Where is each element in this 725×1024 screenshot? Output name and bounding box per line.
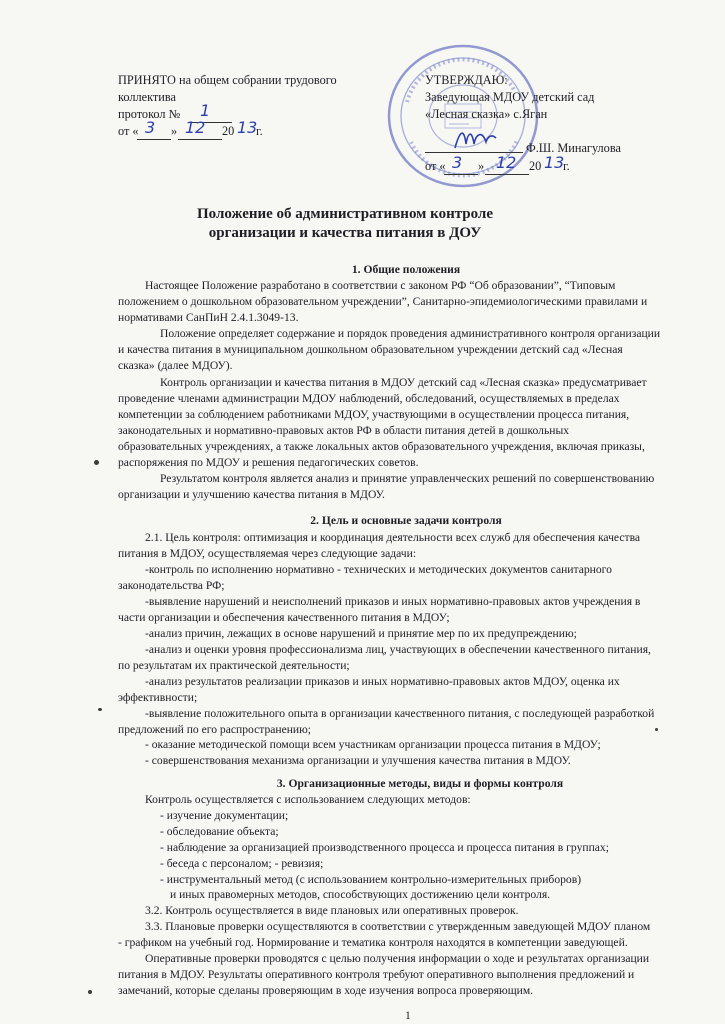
body-line: образовательных учреждениях, а также локальных актов образовательного учреждения, включая приказы, (118, 440, 645, 453)
section-3-heading: 3. Организационные методы, виды и формы контроля (276, 777, 564, 790)
right-month-handwritten: 12 (496, 153, 517, 172)
body-line: -анализ и оценки уровня профессионализма лиц, участвующих в обеспечении качественного питания, (145, 643, 651, 656)
body-line: Положение определяет содержание и порядок проведения административного контроля организации (160, 327, 661, 340)
accepted-line: ПРИНЯТО на общем собрании трудового (118, 73, 337, 87)
body-line: -контроль по исполнению нормативно - технических и методических документов санитарного (145, 563, 612, 576)
left-date-mid: » (171, 124, 178, 138)
left-day-underline (137, 139, 171, 140)
body-line: предложений по его распространению; (118, 723, 312, 736)
right-year-prefix: 20 (529, 159, 542, 173)
body-line: Контроль осуществляется с использованием следующих методов: (145, 793, 471, 806)
section-2-heading: 2. Цель и основные задачи контроля (310, 514, 502, 527)
body-line: по результатам их практической деятельности; (118, 659, 350, 672)
body-line: нормативами СанПиН 2.4.1.3049-13. (118, 311, 299, 324)
head-title-line: Заведующая МДОУ детский сад (425, 90, 595, 104)
body-line: Оперативные проверки проводятся с целью получения информации о ходе и результатах организации (145, 952, 650, 965)
body-line: распоряжения по МДОУ и решения педагогических советов. (118, 456, 419, 469)
body-line: и качества питания в муниципальном дошкольном образовательном учреждении детский сад «Лесная (118, 343, 623, 356)
left-day-handwritten: 3 (145, 118, 156, 137)
body-line: положением о дошкольном образовательном учреждении”, Санитарно-эпидемиологическими правилами и (118, 295, 648, 308)
body-line: - совершенствования механизма организации и улучшения качества питания в МДОУ. (145, 754, 571, 767)
body-line: законодательных и нормативно-правовых актов РФ в области питания детей в дошкольных (118, 424, 570, 437)
body-line: Настоящее Положение разработано в соответствии с законом РФ “Об образовании”, “Типовым (145, 279, 616, 292)
body-line: - беседа с персоналом; - ревизия; (160, 857, 324, 870)
section-1-heading: 1. Общие положения (351, 263, 461, 276)
body-line: 3.2. Контроль осуществляется в виде плановых или оперативных проверок. (145, 904, 519, 917)
collective-line: коллектива (118, 90, 176, 104)
right-date-prefix: от « (425, 159, 446, 173)
body-line: - наблюдение за организацией производственного процесса и процесса питания в группах; (160, 841, 609, 854)
left-month-underline (178, 139, 222, 140)
body-line: -выявление нарушений и неисполнений приказов и иных нормативно-правовых актов учреждения в (145, 595, 641, 608)
body-line: - обследование объекта; (160, 825, 279, 838)
scan-speck (98, 708, 102, 711)
page-number: 1 (405, 1009, 411, 1022)
right-year-handwritten: 13 (544, 153, 565, 172)
left-year-prefix: 20 (222, 124, 235, 138)
body-line: и иных правомерных методов, способствующих достижению цели контроля. (170, 888, 551, 901)
body-line: проведение членами администрации МДОУ наблюдений, обследований, осуществляемых в пределах (118, 392, 620, 405)
signatory-name: Ф.Ш. Минагулова (526, 141, 621, 155)
right-year-suffix: г. (563, 159, 570, 173)
protocol-label: протокол № (118, 107, 181, 121)
left-year-suffix: г. (256, 124, 263, 138)
body-line: -выявление положительного опыта в организации качественного питания, с последующей разработкой (145, 707, 655, 720)
body-line: Контроль организации и качества питания в МДОУ детский сад «Лесная сказка» предусматривает (160, 376, 647, 389)
protocol-number-handwritten: 1 (200, 101, 211, 120)
scan-speck (94, 460, 99, 465)
approve-line: УТВЕРЖДАЮ: (425, 73, 508, 87)
body-line: питания в МДОУ. Результаты оперативного контроля требуют оперативного выполнения предложений и (118, 968, 635, 981)
document-title-line-2: организации и качества питания в ДОУ (208, 225, 482, 241)
body-line: 2.1. Цель контроля: оптимизация и координация деятельности всех служб для обеспечения качества (145, 531, 641, 544)
body-line: организации и улучшению качества питания в МДОУ. (118, 488, 385, 501)
body-line: сказка» (далее МДОУ). (118, 359, 233, 372)
body-line: законодательства РФ; (118, 579, 225, 592)
body-line: -анализ результатов реализации приказов и иных нормативно-правовых актов МДОУ, оценка их (145, 675, 620, 688)
left-year-handwritten: 13 (237, 118, 258, 137)
scan-speck (88, 990, 92, 994)
left-month-handwritten: 12 (185, 118, 206, 137)
body-line: - инструментальный метод (с использованием контрольно-измерительных приборов) (160, 873, 582, 886)
body-line: Результатом контроля является анализ и принятие управленческих решений по совершенствованию (160, 472, 655, 485)
right-month-underline (485, 174, 529, 175)
signature-icon (452, 124, 498, 154)
left-date-prefix: от « (118, 124, 139, 138)
body-line: - изучение документации; (160, 809, 289, 822)
body-line: - оказание методической помощи всем участникам организации процесса питания в МДОУ; (145, 738, 601, 751)
body-line: компетенции за соблюдением работниками МДОУ, участвующими в осуществлении процесса питания, (118, 408, 630, 421)
body-line: - графиком на учебный год. Нормирование и тематика контроля находятся в компетенции заведующей. (118, 936, 628, 949)
body-line: 3.3. Плановые проверки осуществляются в соответствии с утвержденным заведующей МДОУ планом (145, 920, 651, 933)
right-day-underline (444, 174, 478, 175)
kindergarten-line: «Лесная сказка» с.Яган (425, 107, 548, 121)
body-line: питания в МДОУ, осуществляемая через следующие задачи: (118, 547, 417, 560)
right-date-mid: » (478, 159, 485, 173)
body-line: замечаний, которые сделаны проверяющим в ходе изучения вопроса проверяющим. (118, 984, 534, 997)
body-line: части организации и обеспечения качественного питания в МДОУ; (118, 611, 450, 624)
right-day-handwritten: 3 (452, 153, 463, 172)
body-line: -анализ причин, лежащих в основе нарушений и принятие мер по их предупреждению; (145, 627, 577, 640)
document-title-line-1: Положение об административном контроле (197, 206, 493, 222)
scan-speck (655, 728, 658, 731)
body-line: эффективности; (118, 691, 198, 704)
